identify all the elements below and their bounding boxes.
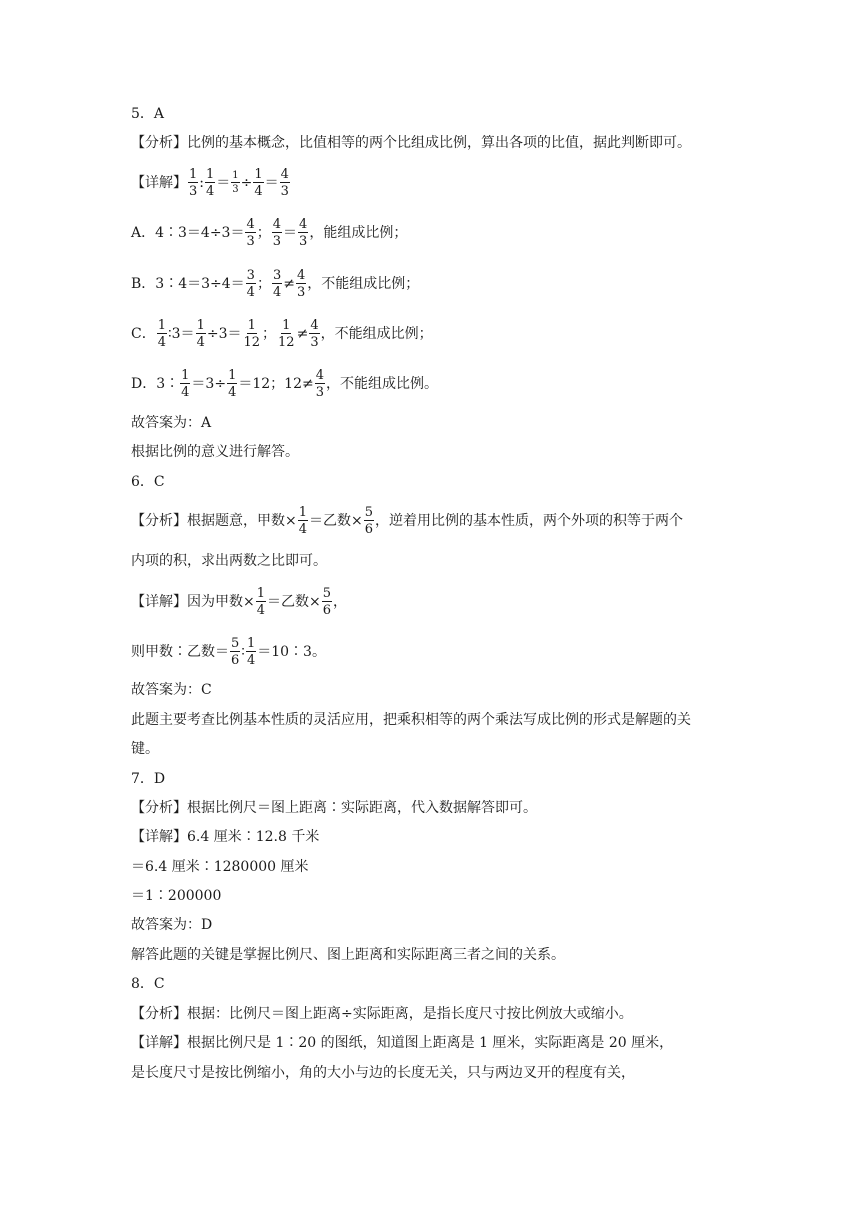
q6-note-line1: 此题主要考查比例基本性质的灵活应用，把乘积相等的两个乘法写成比例的形式是解题的关 bbox=[131, 712, 691, 728]
option-d-prefix: D．3∶ bbox=[131, 376, 180, 392]
q7-analysis bbox=[131, 798, 800, 818]
numerator: 5 bbox=[231, 636, 240, 651]
numerator: 5 bbox=[364, 505, 374, 520]
separator: ； bbox=[256, 276, 271, 292]
fraction bbox=[272, 218, 282, 248]
q7-head-text: 7．D bbox=[131, 771, 166, 787]
relation-sign: ≠ bbox=[296, 326, 309, 342]
option-c-conclusion: ，不能组成比例； bbox=[320, 326, 433, 342]
q5-note-text: 根据比例的意义进行解答。 bbox=[131, 444, 299, 460]
denominator: 3 bbox=[189, 184, 198, 199]
separator: ＝3÷ bbox=[191, 376, 227, 392]
denominator: 6 bbox=[231, 653, 240, 668]
option-a-prefix: A．4∶3＝4÷3＝ bbox=[131, 225, 245, 241]
q5-detail-fraction-1 bbox=[188, 168, 198, 198]
denominator: 4 bbox=[298, 522, 308, 537]
denominator: 6 bbox=[322, 603, 332, 618]
q5-note bbox=[131, 442, 800, 462]
denominator: 4 bbox=[272, 285, 282, 300]
numerator: 1 bbox=[181, 368, 190, 383]
q6-analysis-prefix: 【分析】根据题意，甲数× bbox=[131, 513, 297, 529]
q5-detail bbox=[131, 165, 800, 201]
denominator: 3 bbox=[299, 234, 308, 249]
q5-option-d bbox=[131, 366, 800, 402]
fraction bbox=[246, 637, 256, 667]
q6-analysis-line2 bbox=[131, 551, 800, 571]
q6-detail bbox=[131, 584, 800, 620]
denominator: 3 bbox=[246, 234, 255, 249]
divide-sign: ÷ bbox=[240, 175, 253, 191]
denominator: 12 bbox=[243, 335, 261, 350]
denominator: 4 bbox=[254, 184, 263, 199]
numerator: 4 bbox=[280, 167, 289, 182]
q7-detail-1-text: 【详解】6.4 厘米∶12.8 千米 bbox=[131, 829, 320, 845]
q7-detail-3-text: ＝1∶200000 bbox=[131, 888, 222, 904]
numerator: 1 bbox=[282, 318, 291, 333]
q5-option-a bbox=[131, 215, 800, 251]
q8-head-text: 8．C bbox=[131, 976, 165, 992]
q5-detail-fraction-3 bbox=[231, 171, 239, 195]
denominator: 4 bbox=[246, 285, 255, 300]
fraction bbox=[246, 269, 256, 299]
numerator: 3 bbox=[246, 268, 255, 283]
fraction bbox=[242, 319, 261, 349]
fraction bbox=[245, 218, 255, 248]
q6-result-suffix: ＝10∶3。 bbox=[257, 644, 326, 660]
numerator: 1 bbox=[157, 318, 166, 333]
q6-result-prefix: 则甲数∶乙数＝ bbox=[131, 644, 229, 660]
numerator: 1 bbox=[232, 170, 239, 181]
denominator: 4 bbox=[181, 385, 190, 400]
numerator: 4 bbox=[272, 217, 282, 232]
denominator: 4 bbox=[256, 603, 266, 618]
numerator: 4 bbox=[246, 217, 255, 232]
fraction bbox=[364, 506, 374, 536]
separator: ÷3＝ bbox=[206, 326, 242, 342]
separator: ； bbox=[262, 326, 277, 342]
equals-sign: ＝ bbox=[216, 175, 231, 191]
numerator: 1 bbox=[256, 586, 266, 601]
fraction bbox=[196, 319, 206, 349]
numerator: 5 bbox=[322, 586, 332, 601]
numerator: 1 bbox=[247, 318, 256, 333]
denominator: 4 bbox=[196, 335, 205, 350]
numerator: 4 bbox=[315, 368, 324, 383]
q6-result bbox=[131, 634, 800, 670]
q7-analysis-text: 【分析】根据比例尺＝图上距离∶实际距离，代入数据解答即可。 bbox=[131, 800, 537, 816]
q7-note-text: 解答此题的关键是掌握比例尺、图上距离和实际距离三者之间的关系。 bbox=[131, 947, 565, 963]
separator: ＝乙数× bbox=[309, 513, 363, 529]
fraction bbox=[309, 319, 319, 349]
numerator: 1 bbox=[254, 167, 263, 182]
q8-analysis bbox=[131, 1004, 800, 1024]
option-d-conclusion: ，不能组成比例。 bbox=[325, 376, 438, 392]
q5-analysis-text: 【分析】比例的基本概念，比值相等的两个比组成比例，算出各项的比值，据此判断即可。 bbox=[131, 135, 691, 151]
denominator: 3 bbox=[310, 335, 319, 350]
denominator: 3 bbox=[315, 385, 324, 400]
q5-option-c bbox=[131, 316, 800, 352]
q8-detail-1-text: 【详解】根据比例尺是 1∶20 的图纸，知道图上距离是 1 厘米，实际距离是 20 厘米， bbox=[131, 1035, 674, 1051]
q6-heading bbox=[131, 472, 800, 492]
denominator: 4 bbox=[246, 653, 256, 668]
q7-answer bbox=[131, 915, 800, 935]
numerator: 1 bbox=[228, 368, 237, 383]
denominator: 6 bbox=[364, 522, 374, 537]
fraction bbox=[180, 369, 190, 399]
q8-analysis-text: 【分析】根据：比例尺＝图上距离÷实际距离，是指长度尺寸按比例放大或缩小。 bbox=[131, 1006, 633, 1022]
numerator: 1 bbox=[246, 636, 256, 651]
fraction bbox=[256, 587, 266, 617]
q5-answer-text: 故答案为：A bbox=[131, 415, 212, 431]
q5-analysis bbox=[131, 133, 800, 153]
q5-head-text: 5．A bbox=[131, 106, 165, 122]
q7-detail-2 bbox=[131, 857, 800, 877]
relation-sign: ≠ bbox=[283, 276, 295, 292]
relation-sign: ＝ bbox=[283, 225, 298, 241]
denominator: 3 bbox=[296, 285, 306, 300]
ratio-colon: : bbox=[199, 175, 204, 191]
separator: ＝乙数× bbox=[267, 594, 321, 610]
numerator: 1 bbox=[206, 167, 215, 182]
q5-detail-fraction-2 bbox=[205, 168, 215, 198]
q6-answer-text: 故答案为：C bbox=[131, 682, 212, 698]
numerator: 4 bbox=[296, 268, 306, 283]
numerator: 4 bbox=[310, 318, 319, 333]
denominator: 3 bbox=[280, 184, 289, 199]
denominator: 3 bbox=[272, 234, 282, 249]
separator: ∶3＝ bbox=[168, 326, 195, 342]
numerator: 4 bbox=[299, 217, 308, 232]
option-b-prefix: B．3∶4＝3÷4＝ bbox=[131, 276, 245, 292]
ratio-colon: ∶ bbox=[241, 644, 245, 660]
fraction bbox=[322, 587, 332, 617]
option-a-conclusion: ，能组成比例； bbox=[309, 225, 408, 241]
numerator: 3 bbox=[272, 268, 282, 283]
q6-analysis-line2-text: 内项的积，求出两数之比即可。 bbox=[131, 553, 327, 569]
q7-heading bbox=[131, 769, 800, 789]
q5-detail-label: 【详解】 bbox=[131, 175, 187, 191]
fraction bbox=[230, 637, 240, 667]
numerator: 1 bbox=[189, 167, 198, 182]
q6-note-cont bbox=[131, 739, 800, 759]
q6-answer bbox=[131, 680, 800, 700]
q7-answer-text: 故答案为：D bbox=[131, 917, 213, 933]
q5-heading bbox=[131, 104, 800, 124]
q8-heading bbox=[131, 974, 800, 994]
fraction bbox=[272, 269, 282, 299]
fraction bbox=[296, 269, 306, 299]
q7-detail-1 bbox=[131, 827, 800, 847]
fraction bbox=[298, 506, 308, 536]
q5-option-b bbox=[131, 266, 800, 302]
fraction bbox=[227, 369, 237, 399]
denominator: 3 bbox=[232, 184, 239, 195]
q8-detail-2-text: 是长度尺寸是按比例缩小，角的大小与边的长度无关，只与两边叉开的程度有关， bbox=[131, 1065, 635, 1081]
denominator: 4 bbox=[228, 385, 237, 400]
numerator: 1 bbox=[298, 505, 308, 520]
q6-note bbox=[131, 710, 800, 730]
q6-head-text: 6．C bbox=[131, 474, 165, 490]
separator: ， bbox=[333, 594, 348, 610]
q6-analysis-suffix: ，逆着用比例的基本性质，两个外项的积等于两个 bbox=[375, 513, 684, 529]
denominator: 4 bbox=[157, 335, 166, 350]
q7-note bbox=[131, 945, 800, 965]
q5-detail-fraction-4 bbox=[253, 168, 263, 198]
q6-detail-prefix: 【详解】因为甲数× bbox=[131, 594, 255, 610]
option-c-prefix: C． bbox=[131, 326, 156, 342]
denominator: 4 bbox=[206, 184, 215, 199]
separator: ＝12；12≠ bbox=[238, 376, 314, 392]
q5-answer bbox=[131, 413, 800, 433]
equals-sign: ＝ bbox=[264, 175, 279, 191]
denominator: 12 bbox=[278, 335, 295, 350]
option-b-conclusion: ，不能组成比例； bbox=[307, 276, 420, 292]
fraction bbox=[157, 319, 167, 349]
numerator: 1 bbox=[196, 318, 205, 333]
q5-detail-fraction-5 bbox=[280, 168, 290, 198]
q7-detail-3 bbox=[131, 886, 800, 906]
q7-detail-2-text: ＝6.4 厘米∶1280000 厘米 bbox=[131, 859, 309, 875]
q8-detail-1 bbox=[131, 1033, 800, 1053]
q6-note-line2: 键。 bbox=[131, 741, 159, 757]
fraction bbox=[277, 319, 296, 349]
q6-analysis bbox=[131, 503, 800, 539]
fraction bbox=[298, 218, 308, 248]
separator: ； bbox=[256, 225, 271, 241]
fraction bbox=[315, 369, 325, 399]
q8-detail-2 bbox=[131, 1063, 800, 1083]
